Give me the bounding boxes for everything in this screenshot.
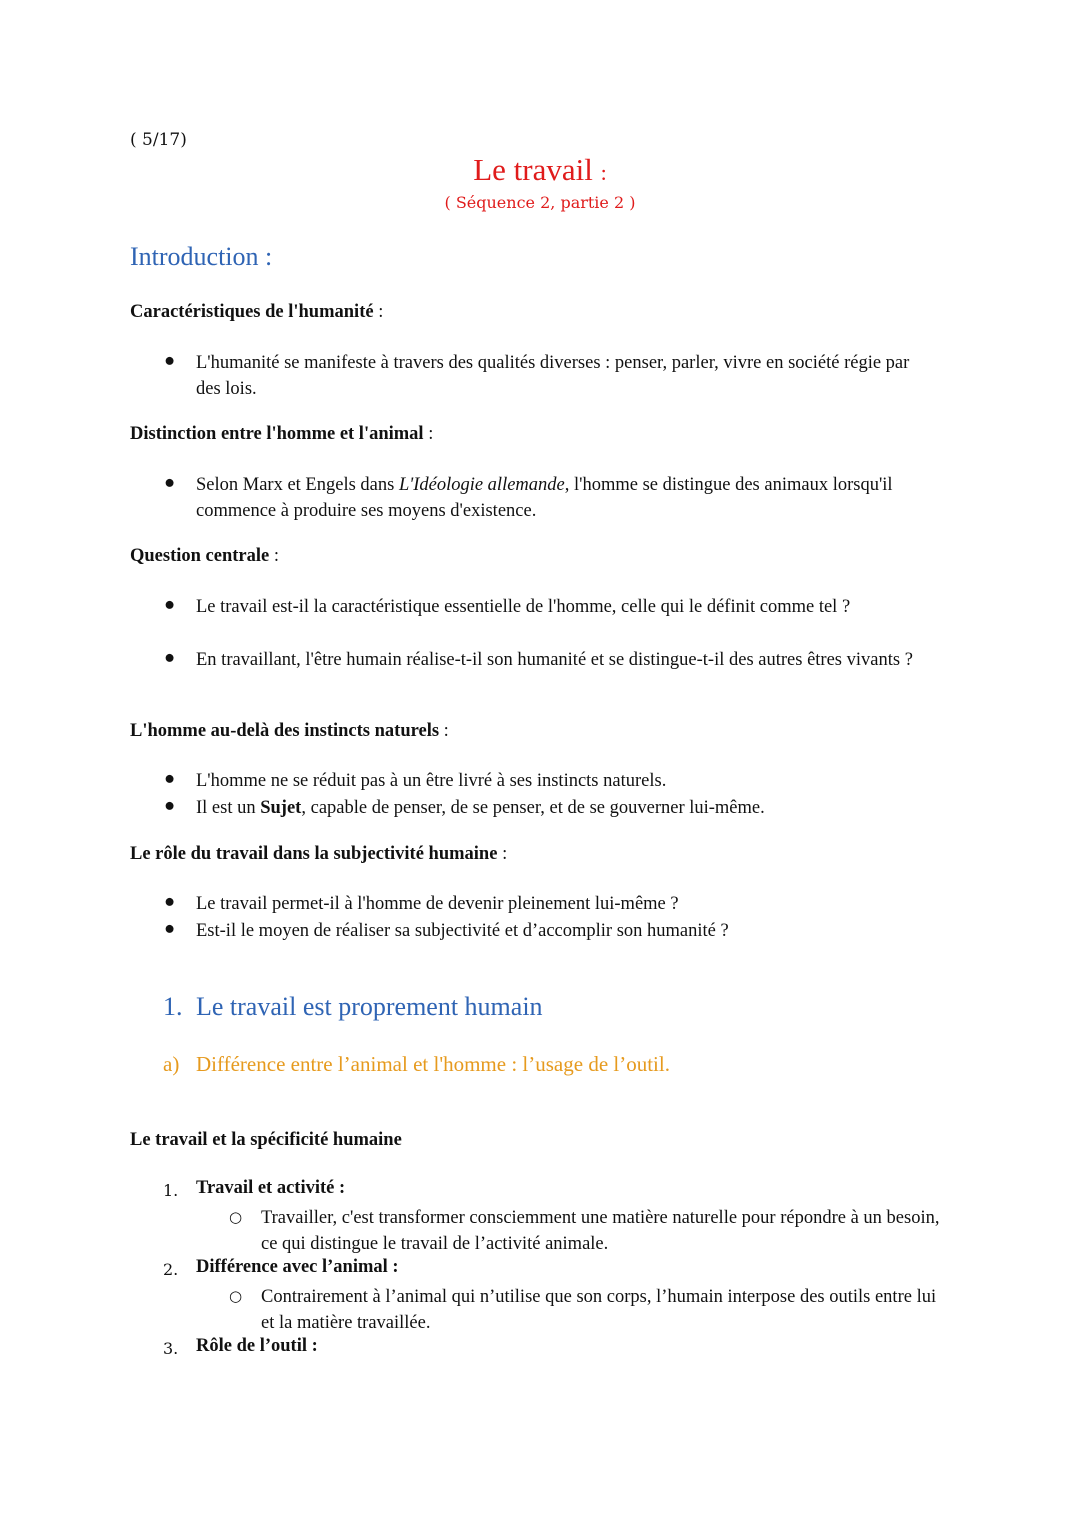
section-title: Question centrale xyxy=(130,546,270,566)
bullet-icon: ● xyxy=(164,796,176,816)
list-item: L'humanité se manifeste à travers des qualités diverses : penser, parler, vivre en société régie par des lois. xyxy=(196,353,910,399)
item-number: 2. xyxy=(163,1260,179,1279)
text: Selon Marx et Engels dans xyxy=(196,475,399,495)
item-number: 3. xyxy=(163,1339,179,1358)
section-heading-question xyxy=(130,546,279,567)
section-heading-instincts xyxy=(130,721,449,742)
section-colon: : xyxy=(439,721,449,741)
text: , l'homme se distingue des animaux lorsqu'il commence à produire ses moyens d'existence. xyxy=(196,475,893,521)
section-heading-role xyxy=(130,844,507,865)
section-title: Caractéristiques de l'humanité xyxy=(130,302,374,322)
list-item xyxy=(196,795,956,821)
title-colon: : xyxy=(600,160,607,185)
section-heading-distinction xyxy=(130,424,433,445)
section-title: Le rôle du travail dans la subjectivité humaine xyxy=(130,844,498,864)
text: , capable de penser, de se penser, et de se gouverner lui-même. xyxy=(301,798,765,818)
section-colon: : xyxy=(373,302,384,322)
section-title: L'homme au-delà des instincts naturels xyxy=(130,721,440,741)
bullet-icon: ● xyxy=(164,595,176,615)
circle-bullet-icon: ○ xyxy=(229,1208,243,1226)
list-item: Est-il le moyen de réaliser sa subjectivité et d’accomplir son humanité ? xyxy=(196,921,729,941)
bullet-icon: ● xyxy=(164,351,176,371)
document-title xyxy=(0,152,1080,188)
list-item: Le travail permet-il à l'homme de devenir pleinement lui-même ? xyxy=(196,894,679,914)
book-title: L'Idéologie allemande xyxy=(398,475,565,495)
item-title: Différence avec l’animal : xyxy=(196,1257,399,1277)
emphasis: Sujet xyxy=(260,798,302,818)
block-title: Le travail et la spécificité humaine xyxy=(130,1130,402,1150)
bullet-icon: ● xyxy=(164,919,176,939)
part-heading: Le travail est proprement humain xyxy=(196,992,543,1021)
intro-heading: Introduction : xyxy=(130,242,273,271)
section-heading-humanite xyxy=(130,302,383,323)
circle-bullet-icon: ○ xyxy=(229,1287,243,1305)
section-colon: : xyxy=(423,424,434,444)
item-title: Travail et activité : xyxy=(196,1178,346,1198)
document-subtitle: ( Séquence 2, partie 2 ) xyxy=(444,193,636,212)
list-item: Le travail est-il la caractéristique essentielle de l'homme, celle qui le définit comme tel ? xyxy=(196,597,851,617)
section-colon: : xyxy=(497,844,508,864)
section-title: Distinction entre l'homme et l'animal xyxy=(130,424,424,444)
page-number: ( 5/17) xyxy=(130,130,187,150)
bullet-icon: ● xyxy=(164,892,176,912)
section-colon: : xyxy=(269,546,280,566)
subpart-heading: Différence entre l’animal et l'homme : l’usage de l’outil. xyxy=(196,1052,670,1076)
item-text: Contrairement à l’animal qui n’utilise que son corps, l’humain interpose des outils entre lui et la matière travaillée. xyxy=(261,1287,937,1333)
list-item xyxy=(196,472,956,524)
bullet-icon: ● xyxy=(164,648,176,668)
item-title: Rôle de l’outil : xyxy=(196,1336,318,1356)
item-text: Travailler, c'est transformer consciemment une matière naturelle pour répondre à un besoin, ce qui distingue le travail de l’activité animale. xyxy=(261,1208,940,1254)
subpart-letter: a) xyxy=(163,1052,180,1076)
part-number: 1. xyxy=(163,992,183,1021)
bullet-icon: ● xyxy=(164,769,176,789)
list-item: En travaillant, l'être humain réalise-t-il son humanité et se distingue-t-il des autres êtres vivants ? xyxy=(196,650,913,670)
bullet-icon: ● xyxy=(164,473,176,493)
list-item: L'homme ne se réduit pas à un être livré à ses instincts naturels. xyxy=(196,771,667,791)
title-text: Le travail xyxy=(473,152,593,187)
text: Il est un xyxy=(196,798,261,818)
item-number: 1. xyxy=(163,1181,179,1200)
